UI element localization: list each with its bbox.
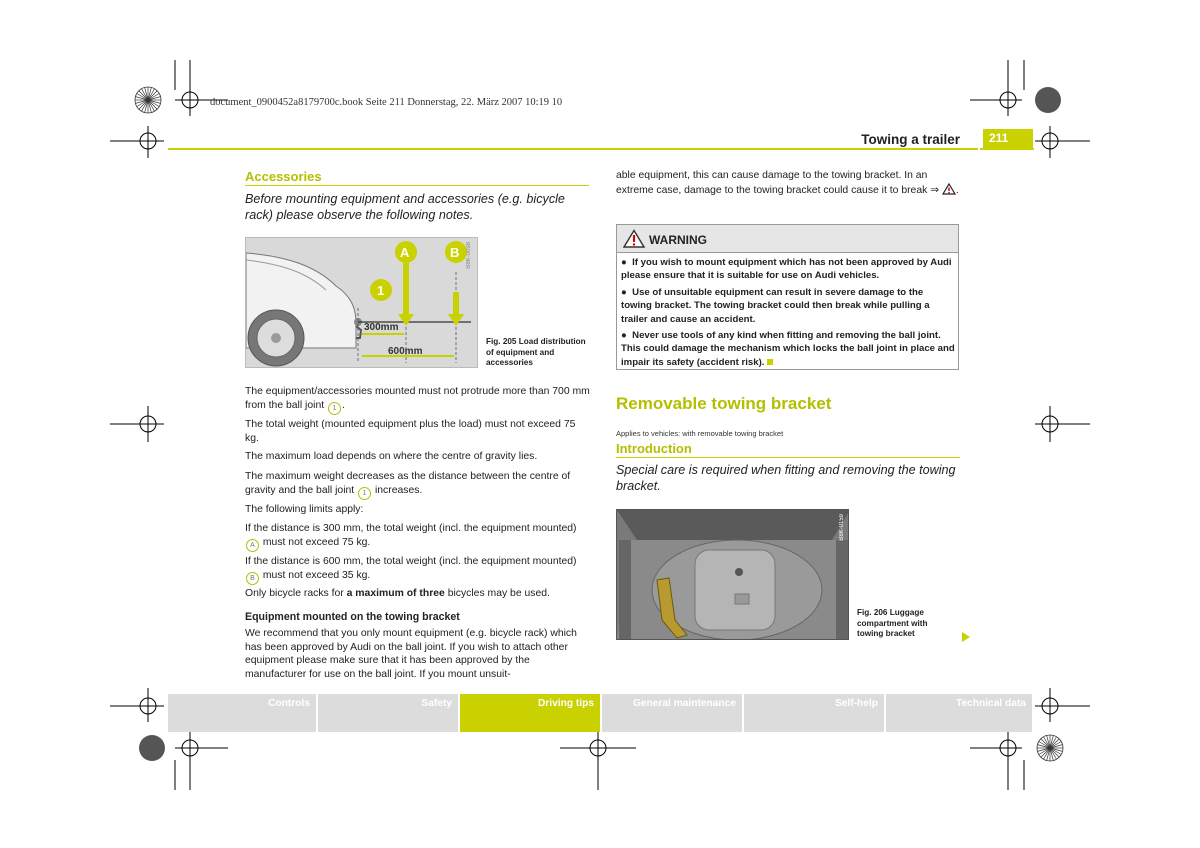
text: The maximum weight decreases as the distance between the centre of gravity and the ball joint (245, 471, 571, 496)
text: If the distance is 600 mm, the total weight (incl. the equipment mounted) (245, 556, 577, 567)
section-heading: Removable towing bracket (616, 394, 832, 413)
applies-note: Applies to vehicles: with removable towing bracket (616, 429, 784, 438)
warning-triangle-icon (623, 229, 645, 248)
introduction-heading: Introduction (616, 441, 692, 456)
tab-self-help[interactable]: Self-help (744, 694, 884, 732)
text: able equipment, this can cause damage to the towing bracket. In an extreme case, damage to the towing bracket could cause it to break ⇒ (616, 170, 939, 196)
running-head: Towing a trailer (861, 132, 960, 147)
paragraph-recommend: We recommend that you only mount equipment (e.g. bicycle rack) which has been approved by Audi on the ball joint. If you wish to attach other equipment please make sure that it has been approved by the manufacturer for use on the ball joint. If you mount unsuit- (245, 628, 577, 680)
tab-technical-data[interactable]: Technical data (886, 694, 1032, 732)
figure-code: B8K-0159 (839, 514, 845, 541)
paragraph-300mm (245, 522, 590, 552)
warning-triangle-icon (942, 183, 956, 195)
page-number: 211 (983, 129, 1033, 148)
tab-safety[interactable]: Safety (318, 694, 458, 732)
fig-label-a: A (400, 245, 410, 260)
figure-206-caption: Fig. 206 Luggage compartment with towing bracket (857, 608, 928, 638)
warning-item: ● If you wish to mount equipment which has not been approved by Audi please ensure that it is suitable for use on Audi vehicles. (621, 257, 952, 282)
marker-b: B (246, 572, 259, 585)
text: The equipment/accessories mounted must not protrude more than 700 mm from the ball joint (245, 386, 590, 411)
header-rule-right (980, 148, 1034, 150)
warning-item: ● Use of unsuitable equipment can result in severe damage to the towing bracket. The towing bracket could then break while pulling a trailer and cause an accident. (621, 287, 930, 325)
text: increases. (374, 484, 423, 496)
figure-206 (616, 509, 849, 640)
paragraph-continued: able equipment, this can cause damage to the towing bracket. In an extreme case, damage to the towing bracket could cause it to break ⇒ . (616, 170, 959, 196)
introduction-text: Special care is required when fitting and removing the towing bracket. (616, 463, 956, 493)
print-info: document_0900452a8179700c.book Seite 211 Donnerstag, 22. März 2007 10:19 10 (210, 97, 563, 108)
text: must not exceed 75 kg. (262, 536, 371, 548)
warning-box (616, 224, 959, 370)
accessories-heading: Accessories (245, 169, 322, 184)
tab-general-maintenance[interactable]: General maintenance (602, 694, 742, 732)
paragraph-max-load: The maximum load depends on where the centre of gravity lies. (245, 451, 538, 462)
dimension-600: 600mm (388, 346, 423, 357)
accessories-intro: Before mounting equipment and accessories (e.g. bicycle rack) please observe the following notes. (245, 192, 565, 222)
marker-1: 1 (328, 402, 341, 415)
paragraph-limits: The following limits apply: (245, 504, 364, 515)
text: If you wish to mount equipment which has not been approved by Audi please ensure that it is suitable for use on Audi vehicles. (621, 257, 952, 282)
tab-controls[interactable]: Controls (168, 694, 316, 732)
text: Only bicycle racks for (245, 588, 344, 599)
fig-label-1: 1 (377, 283, 385, 298)
marker-a: A (246, 539, 259, 552)
header-rule (168, 148, 978, 150)
paragraph-bicycles (245, 587, 590, 601)
marker-1: 1 (358, 487, 371, 500)
text: Never use tools of any kind when fitting and removing the ball joint. This could damage the mechanism which locks the ball joint in place and impair its safety (accident risk). (621, 330, 955, 368)
figure-code: B8K-0098 (466, 242, 472, 269)
subheading-equipment: Equipment mounted on the towing bracket (245, 611, 460, 623)
paragraph-protrude (245, 385, 590, 415)
heading-rule (245, 185, 589, 186)
text: bicycles may be used. (447, 588, 550, 599)
paragraph-total-weight: The total weight (mounted equipment plus the load) must not exceed 75 kg. (245, 419, 576, 444)
figure-205-caption: Fig. 205 Load distribution of equipment and accessories (486, 337, 586, 367)
text: If the distance is 300 mm, the total weight (incl. the equipment mounted) (245, 523, 577, 534)
figure-205 (245, 237, 478, 368)
text: must not exceed 35 kg. (262, 569, 371, 581)
fig-label-b: B (450, 245, 460, 260)
text: Use of unsuitable equipment can result in severe damage to the towing bracket. The towing bracket could then break while pulling a trailer and cause an accident. (621, 287, 930, 325)
car-rear-illustration (246, 238, 478, 368)
warning-header (617, 225, 958, 253)
tab-driving-tips[interactable]: Driving tips (460, 694, 600, 732)
paragraph-max-weight (245, 470, 590, 500)
dimension-300: 300mm (364, 322, 399, 333)
warning-item: ● Never use tools of any kind when fitting and removing the ball joint. This could damage the mechanism which locks the ball joint in place and impair its safety (accident risk). (621, 330, 955, 368)
paragraph-600mm (245, 555, 590, 585)
bold-text: a maximum of three (346, 588, 445, 599)
text: . (342, 399, 345, 411)
continue-arrow-icon (961, 631, 971, 643)
luggage-compartment-photo (617, 510, 849, 640)
end-marker (767, 359, 773, 365)
warning-title: WARNING (649, 233, 707, 247)
heading-rule (616, 457, 960, 458)
